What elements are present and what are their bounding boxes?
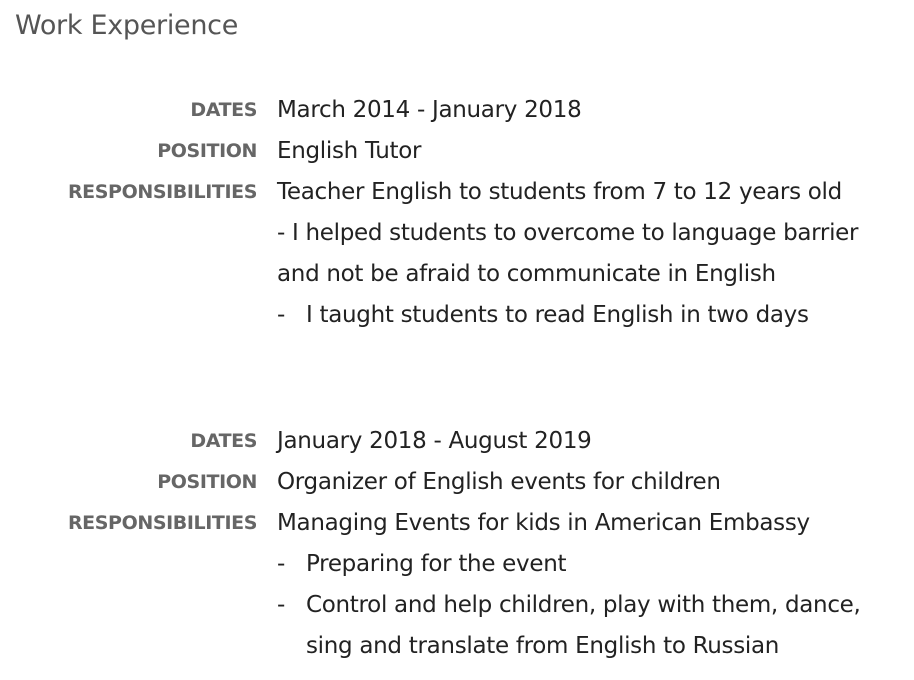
dates-row xyxy=(0,421,914,462)
dates-row xyxy=(0,90,914,131)
responsibility-bullet xyxy=(277,544,914,585)
responsibility-line: - I helped students to overcome to language barrier xyxy=(277,220,859,246)
responsibilities-row xyxy=(0,172,914,213)
responsibilities-list xyxy=(0,213,914,336)
work-entry xyxy=(0,90,914,336)
dates-label: DATES xyxy=(190,99,257,121)
responsibilities-list xyxy=(0,544,914,667)
section-title: Work Experience xyxy=(15,10,239,41)
position-value: English Tutor xyxy=(277,138,422,164)
dates-label: DATES xyxy=(190,430,257,452)
dates-value: March 2014 - January 2018 xyxy=(277,97,582,123)
position-value: Organizer of English events for children xyxy=(277,469,721,495)
responsibilities-row xyxy=(0,503,914,544)
position-row xyxy=(0,462,914,503)
position-row xyxy=(0,131,914,172)
bullet-dash: - xyxy=(277,302,285,328)
responsibility-line: and not be afraid to communicate in English xyxy=(277,261,776,287)
responsibilities-label: RESPONSIBILITIES xyxy=(67,512,257,534)
responsibilities-intro: Teacher English to students from 7 to 12 years old xyxy=(277,179,842,205)
responsibility-bullet xyxy=(277,585,914,667)
responsibility-bullet xyxy=(277,295,914,336)
responsibilities-intro: Managing Events for kids in American Embassy xyxy=(277,510,810,536)
bullet-dash: - xyxy=(277,592,285,618)
responsibilities-label: RESPONSIBILITIES xyxy=(67,181,257,203)
dates-value: January 2018 - August 2019 xyxy=(277,428,592,454)
bullet-dash: - xyxy=(277,551,285,577)
position-label: POSITION xyxy=(157,140,257,162)
bullet-text: Preparing for the event xyxy=(306,551,567,577)
bullet-text: Control and help children, play with them, dance, sing and translate from English to Russian xyxy=(306,592,861,659)
work-entry xyxy=(0,421,914,667)
position-label: POSITION xyxy=(157,471,257,493)
bullet-text: I taught students to read English in two days xyxy=(306,302,809,328)
